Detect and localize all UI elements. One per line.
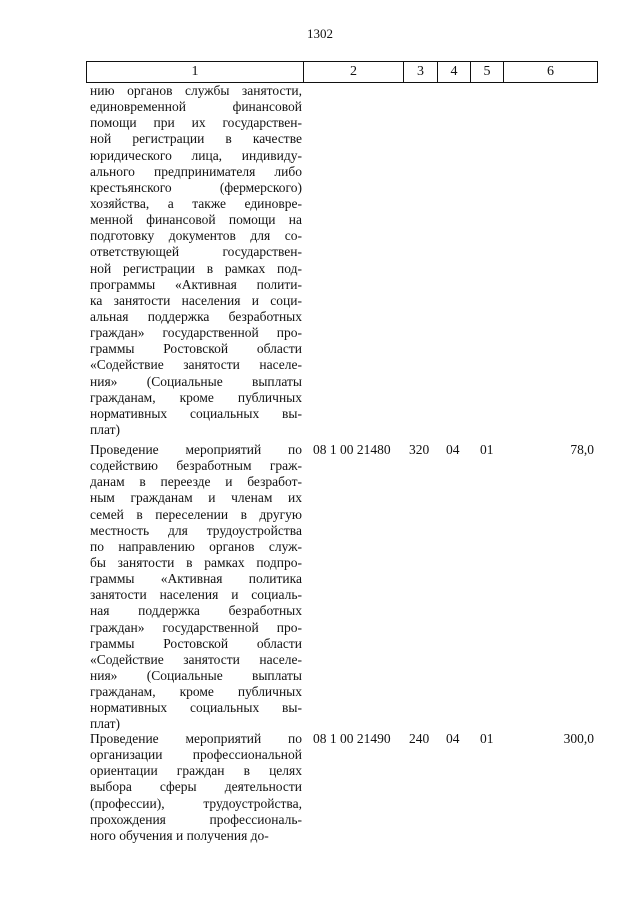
row-description — [90, 731, 302, 844]
description-line: единовременной финансовой — [90, 99, 302, 115]
subsection-code: 01 — [480, 442, 494, 457]
subsection-code: 01 — [480, 731, 494, 746]
amount: 78,0 — [570, 442, 594, 457]
description-line: ной регистрации в рамках под- — [90, 260, 302, 276]
description-line: ная поддержка безработных — [90, 603, 302, 619]
description-line: крестьянского (фермерского) — [90, 179, 302, 195]
table-row — [86, 442, 598, 732]
description-line: альная поддержка безработных — [90, 308, 302, 324]
description-line: граждан» государственной про- — [90, 325, 302, 341]
description-line: Проведение мероприятий по — [90, 442, 302, 457]
description-line: прохождения профессиональ- — [90, 811, 302, 827]
description-line: подготовку документов для со- — [90, 228, 302, 244]
description-line: граммы Ростовской области — [90, 341, 302, 357]
description-line: ния» (Социальные выплаты — [90, 373, 302, 389]
description-line: нормативных социальных вы- — [90, 405, 302, 421]
description-line: занятости населения и социаль- — [90, 587, 302, 603]
description-line: ального предпринимателя либо — [90, 163, 302, 179]
page-number: 1302 — [307, 26, 333, 41]
amount: 300,0 — [563, 731, 594, 746]
description-line: нормативных социальных вы- — [90, 700, 302, 716]
header-col-4: 4 — [437, 62, 470, 82]
description-line: гражданам, кроме публичных — [90, 684, 302, 700]
description-line: менной финансовой помощи на — [90, 212, 302, 228]
table-row — [86, 83, 598, 437]
header-col-6: 6 — [503, 62, 597, 82]
header-col-5: 5 — [470, 62, 503, 82]
section-code: 04 — [446, 442, 460, 457]
header-col-2: 2 — [303, 62, 403, 82]
description-line: плат) — [90, 421, 120, 437]
section-code: 04 — [446, 731, 460, 746]
description-line: нию органов службы занятости, — [90, 83, 302, 98]
description-line: «Содействие занятости населе- — [90, 357, 302, 373]
table-header — [86, 61, 598, 83]
description-line: хозяйства, а также единовре- — [90, 195, 302, 211]
description-line: семей в переселении в другую — [90, 506, 302, 522]
description-line: граммы Ростовской области — [90, 635, 302, 651]
description-line: ным гражданам и членам их — [90, 490, 302, 506]
description-line: Проведение мероприятий по — [90, 731, 302, 746]
description-line: бы занятости в рамках подпро- — [90, 554, 302, 570]
description-line: юридического лица, индивиду- — [90, 147, 302, 163]
description-line: ного обучения и получения до- — [90, 827, 269, 843]
description-line: ответствующей государствен- — [90, 244, 302, 260]
row-description — [90, 83, 302, 438]
description-line: граждан» государственной про- — [90, 619, 302, 635]
row-description — [90, 442, 302, 733]
description-line: данам в переезде и безработ- — [90, 474, 302, 490]
target-article-code: 08 1 00 21480 — [313, 442, 391, 457]
expense-type: 240 — [409, 731, 430, 746]
description-line: ориентации граждан в целях — [90, 763, 302, 779]
description-line: содействию безработным граж- — [90, 458, 302, 474]
description-line: программы «Активная полити- — [90, 276, 302, 292]
description-line: местность для трудоустройства — [90, 522, 302, 538]
header-col-1: 1 — [191, 64, 199, 79]
description-line: по направлению органов служ- — [90, 538, 302, 554]
description-line: плат) — [90, 716, 120, 732]
description-line: выбора сферы деятельности — [90, 779, 302, 795]
description-line: граммы «Активная политика — [90, 571, 302, 587]
description-line: «Содействие занятости населе- — [90, 651, 302, 667]
expense-type: 320 — [409, 442, 430, 457]
target-article-code: 08 1 00 21490 — [313, 731, 391, 746]
description-line: организации профессиональной — [90, 747, 302, 763]
description-line: ка занятости населения и соци- — [90, 292, 302, 308]
table-body — [86, 83, 598, 843]
header-col-3: 3 — [403, 62, 437, 82]
description-line: ной регистрации в качестве — [90, 131, 302, 147]
description-line: ния» (Социальные выплаты — [90, 667, 302, 683]
description-line: гражданам, кроме публичных — [90, 389, 302, 405]
description-line: (профессии), трудоустройства, — [90, 795, 302, 811]
description-line: помощи при их государствен- — [90, 115, 302, 131]
